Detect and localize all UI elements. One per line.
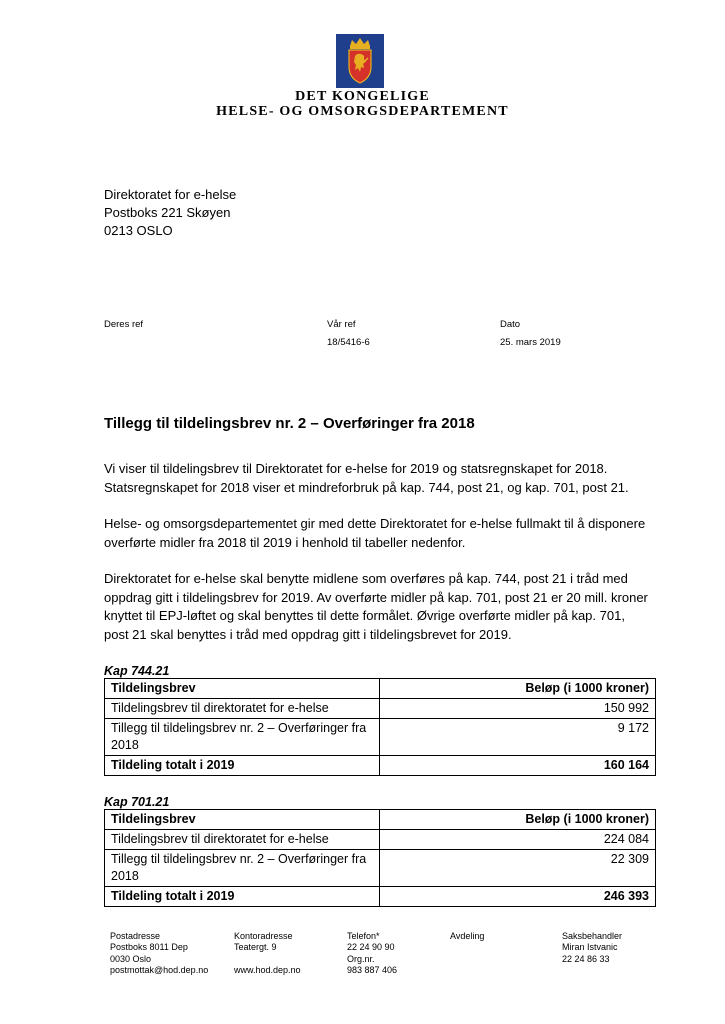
- table-header-row: [105, 810, 656, 830]
- footer-postadresse-line: 0030 Oslo: [110, 953, 152, 964]
- var-ref-label: Vår ref: [327, 319, 356, 330]
- total-label: Tildeling totalt i 2019: [105, 756, 380, 776]
- table-total-row: [105, 887, 656, 907]
- budget-table-kap-701: [104, 809, 656, 907]
- recipient-address: [104, 186, 236, 240]
- footer-postadresse: [110, 931, 208, 976]
- footer-postadresse-line: Postboks 8011 Dep: [110, 942, 188, 953]
- footer-saksbehandler: [562, 931, 622, 965]
- recipient-city: 0213 OSLO: [104, 223, 173, 238]
- footer-kontoradresse-blank: [234, 954, 301, 965]
- table-row: [105, 699, 656, 719]
- footer-saksbehandler-name: Miran Istvanic: [562, 942, 618, 953]
- column-header-belop: Beløp (i 1000 kroner): [380, 679, 656, 699]
- table-row: [105, 719, 656, 756]
- budget-table-kap-744: [104, 678, 656, 776]
- footer-email-link[interactable]: postmottak@hod.dep.no: [110, 964, 209, 975]
- table-heading-kap-744: Kap 744.21: [104, 664, 170, 678]
- paragraph-3: Direktoratet for e-helse skal benytte midlene som overføres på kap. 744, post 21 i tråd med oppdrag gitt i tildelingsbrev for 2019. Av overførte midler på kap. 701, post 21 er 20 mill. kroner knyttet til EPJ-løftet og skal benyttes til dette formålet. Øvrige overførte midler på kap. 701, post 21 skal benyttes i tråd med oppdrag gitt i tildelingsbrevet for 2019.: [104, 571, 648, 642]
- row-label: Tildelingsbrev til direktoratet for e-helse: [105, 830, 380, 850]
- ministry-name-line2: HELSE- OG OMSORGSDEPARTEMENT: [216, 104, 509, 119]
- footer-kontoradresse-line: Teatergt. 9: [234, 942, 277, 953]
- row-label: Tillegg til tildelingsbrev nr. 2 – Overføringer fra 2018: [105, 850, 380, 887]
- row-value: 22 309: [380, 850, 656, 887]
- footer-avdeling-label: Avdeling: [450, 931, 485, 941]
- footer-telefon-value: 22 24 90 90: [347, 942, 395, 953]
- row-value: 9 172: [380, 719, 656, 756]
- var-ref-value: 18/5416-6: [327, 337, 370, 348]
- footer-saksbehandler-phone: 22 24 86 33: [562, 953, 610, 964]
- footer-avdeling: [450, 931, 484, 942]
- table-row: [105, 830, 656, 850]
- footer-kontoradresse: [234, 931, 301, 976]
- column-header-tildelingsbrev: Tildelingsbrev: [105, 679, 380, 699]
- footer-postadresse-label: Postadresse: [110, 931, 161, 941]
- row-value: 150 992: [380, 699, 656, 719]
- footer-telefon-label: Telefon*: [347, 931, 380, 941]
- total-value: 246 393: [380, 887, 656, 907]
- column-header-tildelingsbrev: Tildelingsbrev: [105, 810, 380, 830]
- deres-ref-label: Deres ref: [104, 319, 144, 330]
- footer-orgnr-label: Org.nr.: [347, 953, 375, 964]
- paragraph-1: Vi viser til tildelingsbrev til Direktoratet for e-helse for 2019 og statsregnskapet for 2018. Statsregnskapet for 2018 viser et mindreforbruk på kap. 744, post 21, og kap. 701, post 21.: [104, 461, 629, 495]
- footer-orgnr-value: 983 887 406: [347, 964, 398, 975]
- coat-of-arms-icon: [336, 34, 384, 88]
- total-label: Tildeling totalt i 2019: [105, 887, 380, 907]
- recipient-name: Direktoratet for e-helse: [104, 187, 237, 202]
- letter-title: Tillegg til tildelingsbrev nr. 2 – Overføringer fra 2018: [104, 415, 475, 432]
- column-header-belop: Beløp (i 1000 kroner): [380, 810, 656, 830]
- table-total-row: [105, 756, 656, 776]
- date-label: Dato: [500, 319, 521, 330]
- row-value: 224 084: [380, 830, 656, 850]
- recipient-street: Postboks 221 Skøyen: [104, 205, 231, 220]
- footer-kontoradresse-label: Kontoradresse: [234, 931, 293, 941]
- row-label: Tildelingsbrev til direktoratet for e-helse: [105, 699, 380, 719]
- row-label: Tillegg til tildelingsbrev nr. 2 – Overføringer fra 2018: [105, 719, 380, 756]
- date-value: 25. mars 2019: [500, 337, 561, 348]
- footer-website-link[interactable]: www.hod.dep.no: [234, 964, 301, 975]
- footer-saksbehandler-label: Saksbehandler: [562, 931, 623, 941]
- total-value: 160 164: [380, 756, 656, 776]
- ministry-name-line1: DET KONGELIGE: [295, 89, 430, 104]
- table-heading-kap-701: Kap 701.21: [104, 795, 170, 809]
- table-header-row: [105, 679, 656, 699]
- footer-telefon: [347, 931, 397, 976]
- paragraph-2: Helse- og omsorgsdepartementet gir med dette Direktoratet for e-helse fullmakt til å disponere overførte midler fra 2018 til 2019 i henhold til tabeller nedenfor.: [104, 516, 646, 550]
- table-row: [105, 850, 656, 887]
